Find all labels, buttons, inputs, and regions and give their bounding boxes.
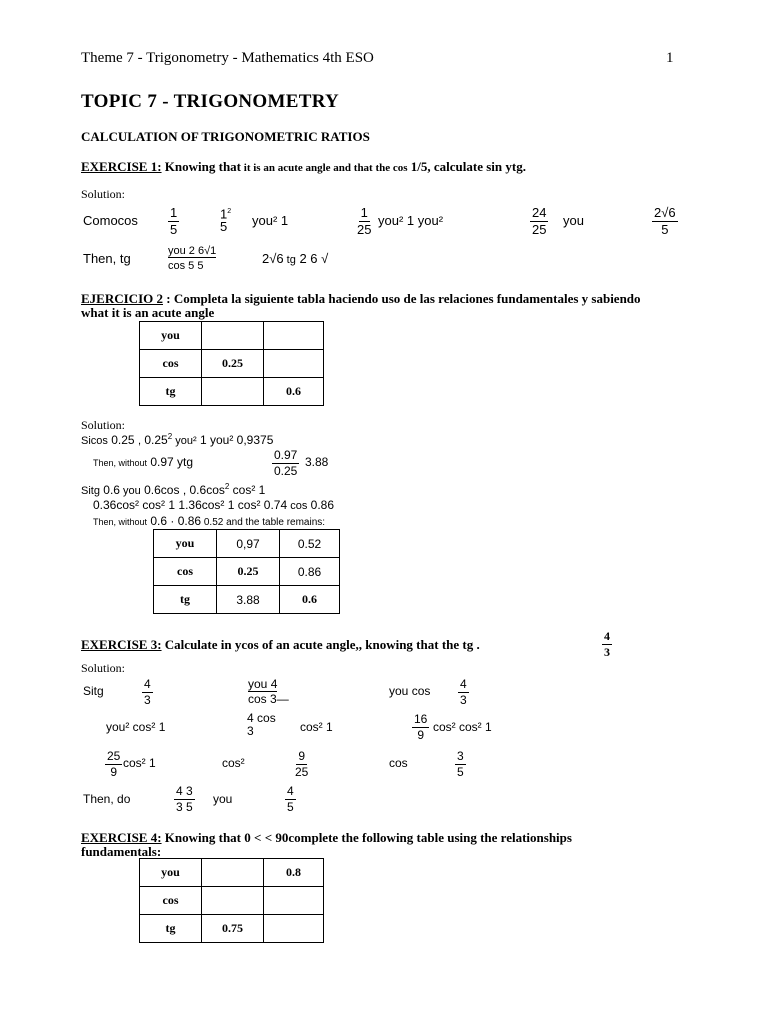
ex2-solution-line4: 0.36cos² cos² 1 1.36cos² 1 cos² 0.74 cos 0.86	[93, 498, 335, 512]
table-cell	[202, 887, 264, 915]
fraction-1-25: $\frac{1}{25}$	[357, 205, 372, 237]
fraction-1-5: $\frac{1}{5}$	[170, 205, 178, 237]
ex3-row3-c: cos	[389, 756, 408, 770]
table-cell: you	[154, 530, 217, 558]
table-cell	[264, 887, 324, 915]
fraction-2root6-5: $\frac{2√6}{5}$	[654, 205, 676, 237]
fraction-4-3-3-5: $\frac{4 3}{3 5}$	[176, 784, 193, 814]
exercise-1-statement: EXERCISE 1: Knowing that it is an acute angle and that the cos 1/5, calculate sin ytg.	[81, 159, 526, 174]
ex2-solution-line3: Sitg 0.6 you 0.6cos , $0.6\cos^2$ cos² 1	[81, 482, 266, 497]
table-cell	[202, 322, 264, 350]
ex1-solution-label: Solution:	[81, 187, 126, 201]
table-cell: 0.25	[202, 350, 264, 378]
ex3-solution-label: Solution:	[81, 661, 126, 675]
page-number: 1	[666, 50, 674, 66]
ex2-table-1	[139, 321, 324, 406]
fraction-24-25: $\frac{24}{25}$	[532, 205, 547, 237]
exercise-3-statement: EXERCISE 3: Calculate in ycos of an acute angle,, knowing that the tg .	[81, 637, 480, 652]
ex3-row3-a: cos² 1	[123, 756, 156, 770]
ex3-row1-a: Sitg	[83, 684, 104, 698]
ex1-line2-frac: you 2 6√1 cos 5 5	[168, 245, 217, 272]
ex1-line1-c: you² 1	[252, 213, 289, 228]
ex2-solution-line5: Then, without 0.6 · 0.86 0.52 and the table remains:	[93, 514, 326, 528]
table-cell: cos	[140, 887, 202, 915]
table-cell	[264, 915, 324, 943]
table-cell	[264, 322, 324, 350]
ex3-row2-c: cos² 1	[300, 720, 333, 734]
ex1-line2-d: 2√6 tg 2 6 √	[262, 251, 329, 266]
ex3-row1-frac: you 4 cos 3—	[248, 677, 289, 706]
section-title: CALCULATION OF TRIGONOMETRIC RATIOS	[81, 129, 370, 144]
fraction-9-25: $\frac{9}{25}$	[295, 749, 309, 779]
ex2-solution-label: Solution:	[81, 418, 126, 432]
ex2-text: : Completa la siguiente tabla haciendo uso de las relaciones fundamentales y sabiendo	[163, 291, 641, 306]
table-cell: tg	[140, 378, 202, 406]
ex1-rest2: 1/5, calculate sin	[407, 159, 503, 174]
ex3-row4-b: you	[213, 792, 233, 806]
table-cell: 0.75	[202, 915, 264, 943]
table-cell: 0.6	[280, 586, 340, 614]
table-cell: cos	[140, 350, 202, 378]
ex2-solution-line2-result: 3.88	[305, 455, 329, 469]
running-header: Theme 7 - Trigonometry - Mathematics 4th ESO	[81, 50, 374, 66]
ex3-row2-d: cos² cos² 1	[433, 720, 492, 734]
exercise-2-statement-line2: what it is an acute angle	[81, 305, 215, 320]
fraction-097-025: $\frac{0.97}{0.25}$	[274, 448, 298, 478]
table-cell: tg	[140, 915, 202, 943]
table-cell: 0,97	[217, 530, 280, 558]
ex1-line1-d: you² 1 you²	[378, 213, 444, 228]
table-cell: tg	[154, 586, 217, 614]
table-cell: you	[140, 859, 202, 887]
ex1-rest3: ytg	[502, 159, 523, 174]
ex1-line1-b: $1^2$ 5	[220, 206, 232, 235]
exercise-4-statement-line2: fundamentals:	[81, 844, 162, 859]
ex3-row4-a: Then, do	[83, 792, 131, 806]
exercise-3-label: EXERCISE 3:	[81, 637, 162, 652]
ex2-solution-line1: Sicos 0.25 , 0.25$^2$ you² 1 you² 0,9375	[81, 432, 274, 447]
table-cell	[202, 378, 264, 406]
fraction-4-3-b: $\frac{4}{3}$	[460, 677, 467, 707]
ex2-solution-line2: Then, without 0.97 ytg	[93, 455, 194, 469]
fraction-4-3-bold: $\frac{4}{3}$	[604, 629, 610, 659]
table-cell: 0.6	[264, 378, 324, 406]
ex1-line2-a: Then, tg	[83, 251, 131, 266]
ex1-line1-a: Comocos	[83, 213, 138, 228]
exercise-1-label: EXERCISE 1:	[81, 159, 162, 174]
ex1-line1-e: you	[563, 213, 584, 228]
ex4-table	[139, 858, 324, 943]
exercise-4-label: EXERCISE 4:	[81, 830, 162, 845]
ex2-table-2	[153, 529, 340, 614]
ex3-row2-a: you² cos² 1	[106, 720, 166, 734]
ex3-row1-d: you cos	[389, 684, 431, 698]
table-cell: 0.86	[280, 558, 340, 586]
table-cell	[202, 859, 264, 887]
exercise-2-label: EJERCICIO 2	[81, 291, 163, 306]
table-cell	[264, 350, 324, 378]
table-cell: 0.8	[264, 859, 324, 887]
ex1-text: Knowing that	[161, 159, 242, 174]
fraction-3-5: $\frac{3}{5}$	[457, 749, 464, 779]
table-cell: 3.88	[217, 586, 280, 614]
table-cell: 0.52	[280, 530, 340, 558]
fraction-16-9: $\frac{16}{9}$	[414, 712, 428, 742]
ex1-rest: it is an acute angle and that the cos	[241, 162, 408, 174]
topic-title: TOPIC 7 - TRIGONOMETRY	[81, 91, 340, 112]
table-cell: you	[140, 322, 202, 350]
table-cell: cos	[154, 558, 217, 586]
fraction-25-9: $\frac{25}{9}$	[107, 749, 121, 779]
fraction-4-3: $\frac{4}{3}$	[144, 677, 151, 707]
exercise-4-statement: EXERCISE 4: Knowing that 0 < < 90complete the following table using the relationships	[81, 830, 572, 845]
ex3-row3-b: cos²	[222, 756, 245, 770]
table-cell: 0.25	[217, 558, 280, 586]
fraction-4-5: $\frac{4}{5}$	[287, 784, 294, 814]
ex3-row2-b: 4 cos 3	[247, 711, 276, 738]
